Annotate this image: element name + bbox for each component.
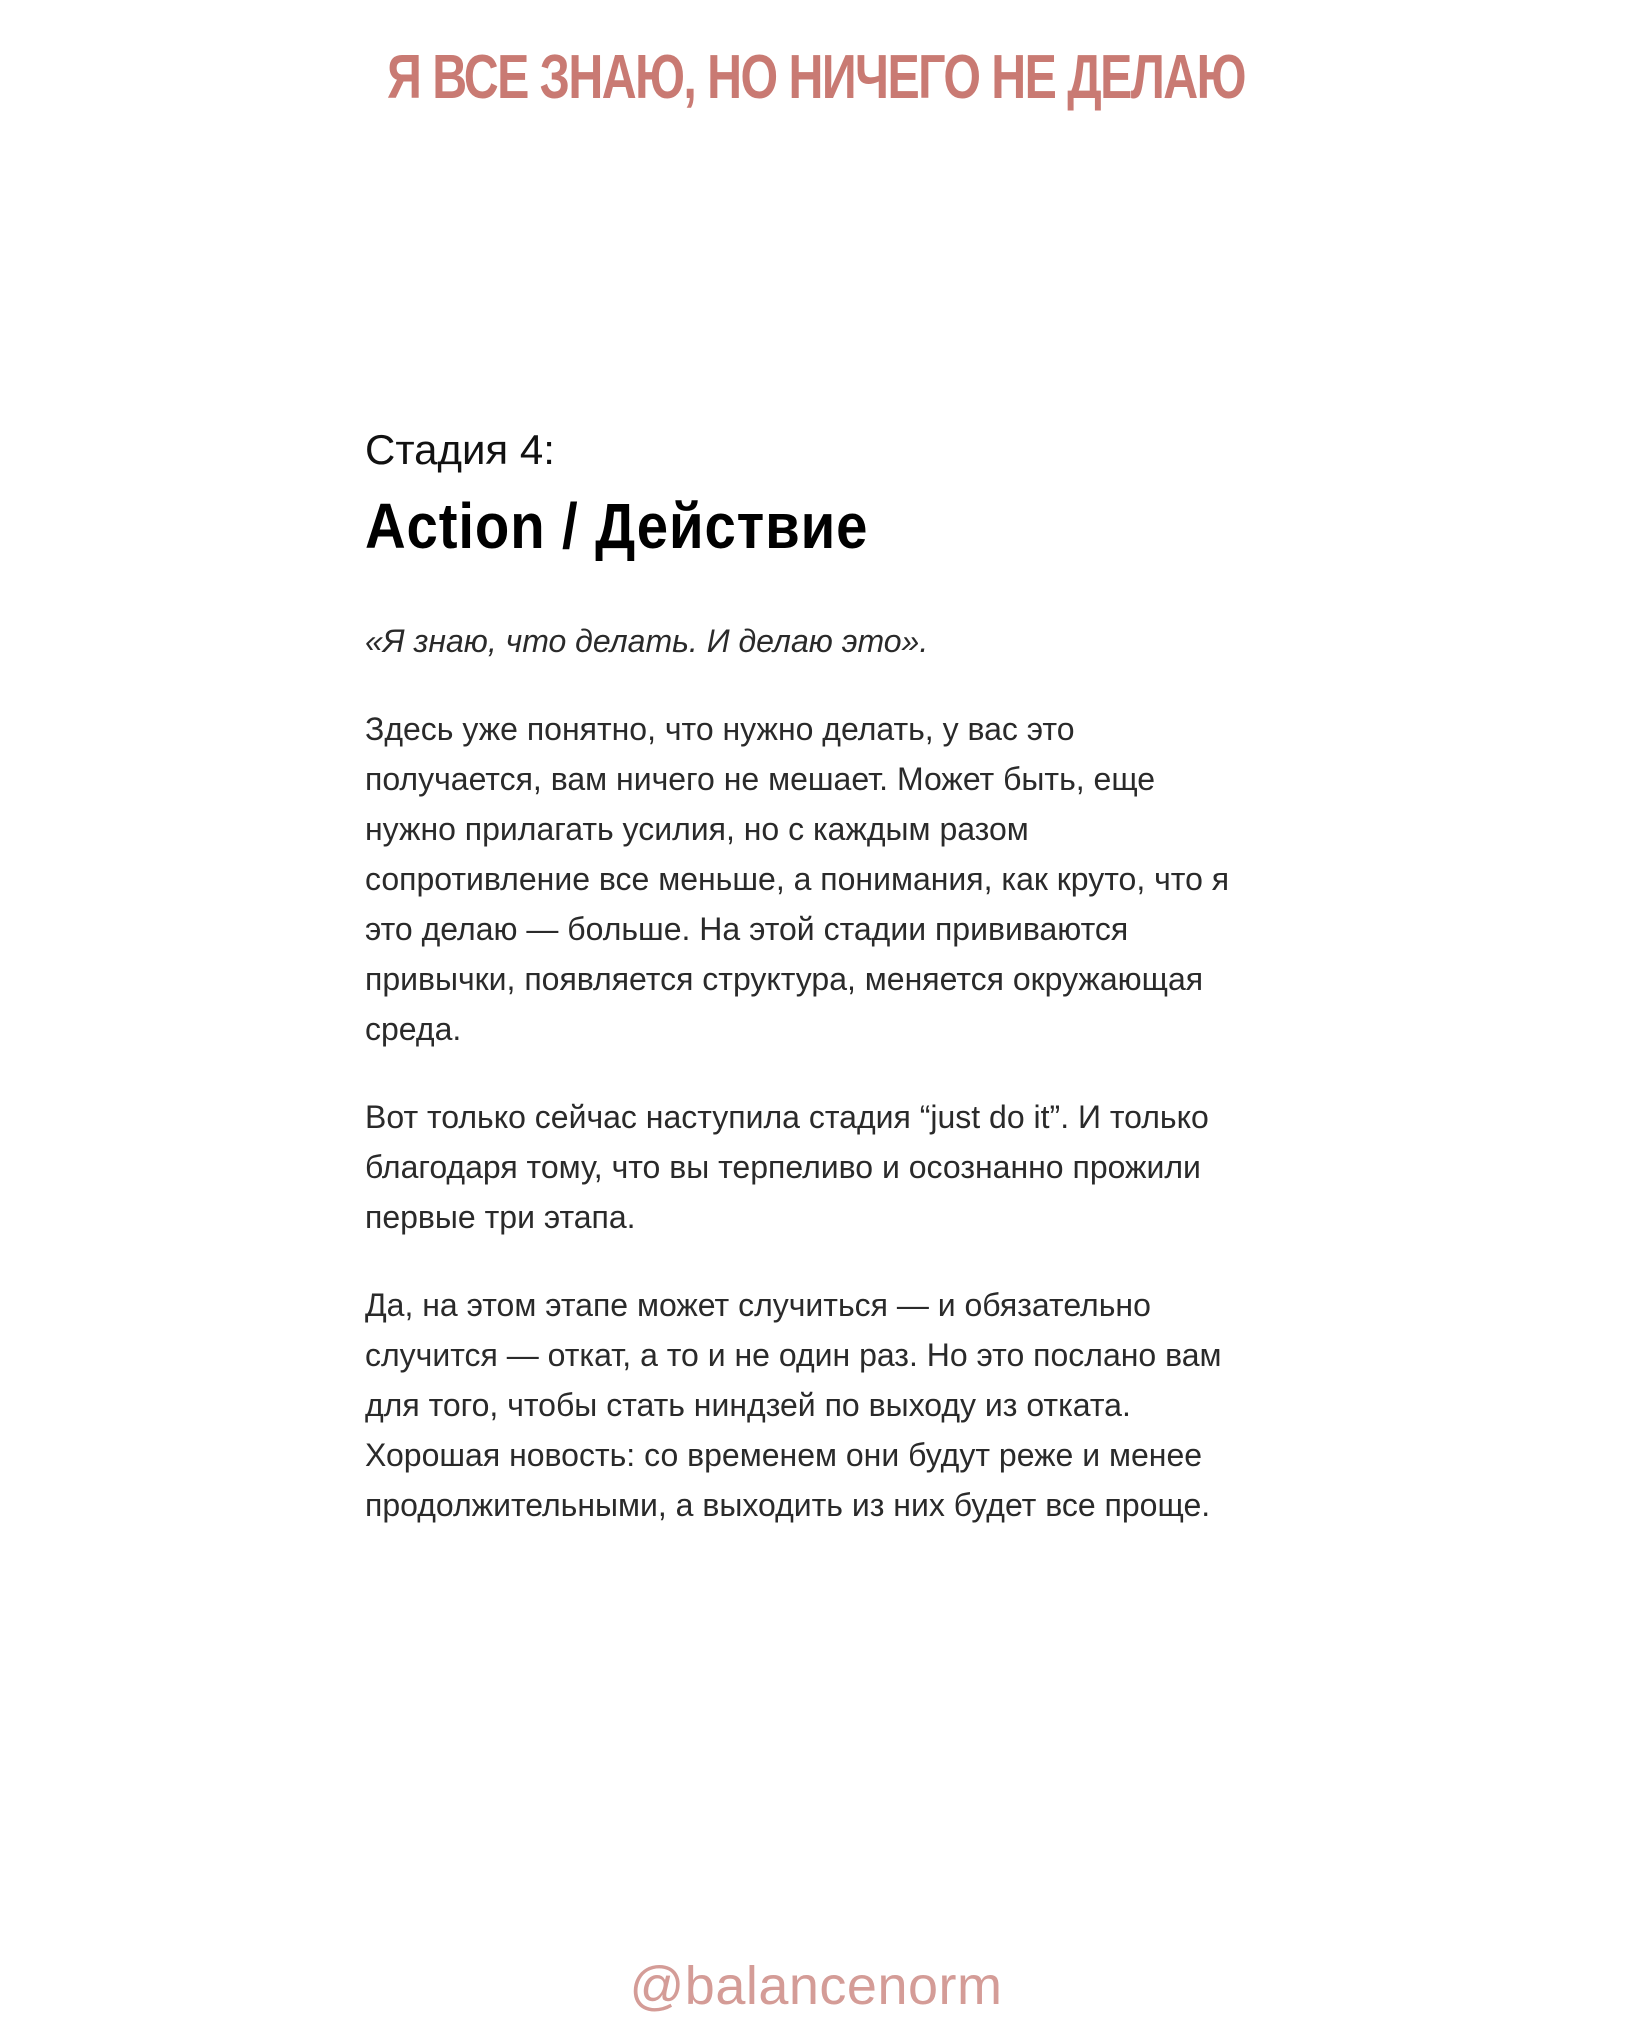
author-handle: @balancenorm	[629, 1956, 1003, 2016]
stage-label: Стадия 4:	[365, 426, 555, 473]
page-header-title: Я ВСЕ ЗНАЮ, НО НИЧЕГО НЕ ДЕЛАЮ	[387, 43, 1245, 112]
stage-quote: «Я знаю, что делать. И делаю это».	[365, 623, 929, 659]
paragraph-3: Да, на этом этапе может случиться — и обязательно случится — откат, а то и не один раз. Но это послано вам для того, чтобы стать ниндзей по выходу из отката. Хорошая новость: со временем они будут реже и менее продолжительными, а выходить из них будет все проще.	[365, 1287, 1222, 1523]
article-content	[365, 420, 1265, 1530]
stage-title: Action / Действие	[365, 490, 869, 562]
paragraph-1: Здесь уже понятно, что нужно делать, у вас это получается, вам ничего не мешает. Может быть, еще нужно прилагать усилия, но с каждым разом сопротивление все меньше, а понимания, как круто, что я это делаю — больше. На этой стадии прививаются привычки, появляется структура, меняется окружающая среда.	[365, 711, 1230, 1047]
paragraph-2: Вот только сейчас наступила стадия “just do it”. И только благодаря тому, что вы терпеливо и осознанно прожили первые три этапа.	[365, 1099, 1209, 1235]
